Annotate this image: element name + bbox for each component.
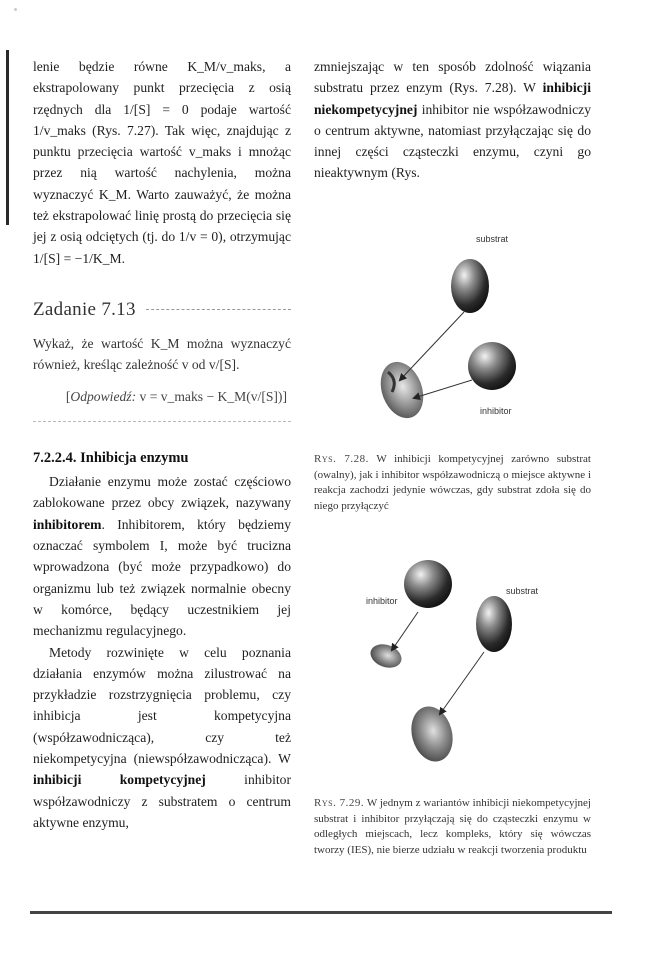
task-separator	[33, 421, 291, 422]
right-paragraph	[314, 56, 591, 184]
inhibitor-arrow	[414, 380, 472, 398]
p1-text-b: . Inhibitorem, który będziemy oznaczać symbolem I, może być trucizna wprowadzona (być może przypadkowo) do organizmu lub też związek normalnie obecny w komórce, będący uczestnikiem jej mechanizmu regulacyjnego.	[33, 516, 291, 639]
fig29-label-inhibitor: inhibitor	[366, 596, 398, 606]
substrate-oval	[451, 259, 489, 313]
inhibition-paragraph-2	[33, 642, 291, 834]
task-answer: [Odpowiedź: v = v_maks − K_M(v/[S])]	[65, 388, 287, 404]
task-heading	[33, 299, 291, 321]
left-column	[33, 0, 291, 833]
substrate-arrow-2	[440, 652, 484, 714]
bottom-rule	[30, 911, 612, 914]
term-inhibitor: inhibitorem	[33, 516, 102, 532]
margin-edge-bar	[6, 50, 9, 225]
fig29-label-substrate: substrat	[506, 586, 539, 596]
fig28-label-inhibitor: inhibitor	[480, 406, 512, 416]
fig28-label-substrate: substrat	[476, 234, 509, 244]
answer-formula: v = v_maks − K_M(v/[S])	[139, 388, 283, 404]
enzyme-shape	[373, 356, 430, 424]
page-speck	[14, 8, 17, 11]
task-text: Wykaż, że wartość K_M można wyznaczyć również, kreśląc zależność v od v/[S].	[33, 335, 291, 373]
inhibited-fragment	[367, 640, 405, 672]
term-noncompetitive: inhibicji niekompetycyjnej	[314, 80, 591, 117]
inhibitor-arrow-2	[392, 612, 418, 650]
p2-text-a: Metody rozwinięte w celu poznania działania enzymów można zilustrować na przykładzie rozstrzygnięcia problemu, czy inhibicja jest kompetycyjna (współzawodnicząca), czy też niekompetycyjna (niewspółzawodnicząca). W	[33, 644, 291, 767]
task-title: Zadanie 7.13	[33, 298, 136, 320]
fig29-caption	[314, 796, 591, 858]
substrate-oval-2	[476, 596, 512, 652]
p2-text-b: inhibitor współzawodniczy z substratem o centrum aktywne enzymu,	[33, 772, 291, 830]
term-competitive: inhibicji kompetycyjnej	[33, 772, 206, 788]
fig28-caption-number: Rys. 7.28.	[314, 453, 369, 465]
task-heading-rule	[146, 309, 291, 311]
figure-7-28	[360, 248, 540, 430]
inhibitor-sphere	[468, 342, 516, 390]
fig29-caption-text: W jednym z wariantów inhibicji niekompetycyjnej substrat i inhibitor przyłączają się do cząsteczki enzymu w odległych miejscach, lecz kompleks, który się wówczas tworzy (IES), nie bierze udziału w reakcji tworzenia produktu	[314, 797, 591, 856]
inhibition-paragraph-1	[33, 471, 291, 641]
fig28-caption-text: W inhibicji kompetycyjnej zarówno substrat (owalny), jak i inhibitor współzawodniczą o miejsce aktywne i reakcja zachodzi jedynie wówczas, gdy substrat zdoła się do niego przyłączyć	[314, 453, 591, 512]
inhibitor-sphere-2	[404, 560, 452, 608]
right-text-a: zmniejszając w ten sposób zdolność wiązania substratu przez enzym (Rys. 7.28). W	[314, 59, 591, 96]
enzyme-shape-2	[405, 702, 458, 766]
section-title: 7.2.2.4. Inhibicja enzymu	[33, 449, 189, 466]
p1-text-a: Działanie enzymu może zostać częściowo zablokowane przez obcy związek, nazywany	[33, 474, 291, 511]
fig28-caption	[314, 452, 591, 514]
substrate-arrow	[400, 312, 464, 380]
fig29-caption-number: Rys. 7.29.	[314, 797, 365, 809]
right-column	[314, 0, 591, 184]
intro-paragraph: lenie będzie równe K_M/v_maks, a ekstrapolowany punkt przecięcia z osią rzędnych dla 1/[S] = 0 podaje wartość 1/v_maks (Rys. 7.27). Tak więc, znajdując z punktu przecięcia wartość v_maks i mnożąc przez nią wartość nachylenia, można wyznaczyć K_M. Warto zauważyć, że można też ekstrapolować linię prostą do przecięcia się jej z osią odciętych (tj. do 1/v = 0), otrzymując 1/[S] = −1/K_M.	[33, 59, 291, 266]
answer-label: Odpowiedź:	[70, 388, 137, 404]
right-text-b: inhibitor nie współzawodniczy o centrum aktywne, natomiast przyłączając się do innej części cząsteczki enzymu, czyni go nieaktywnym (Rys.	[314, 101, 591, 181]
